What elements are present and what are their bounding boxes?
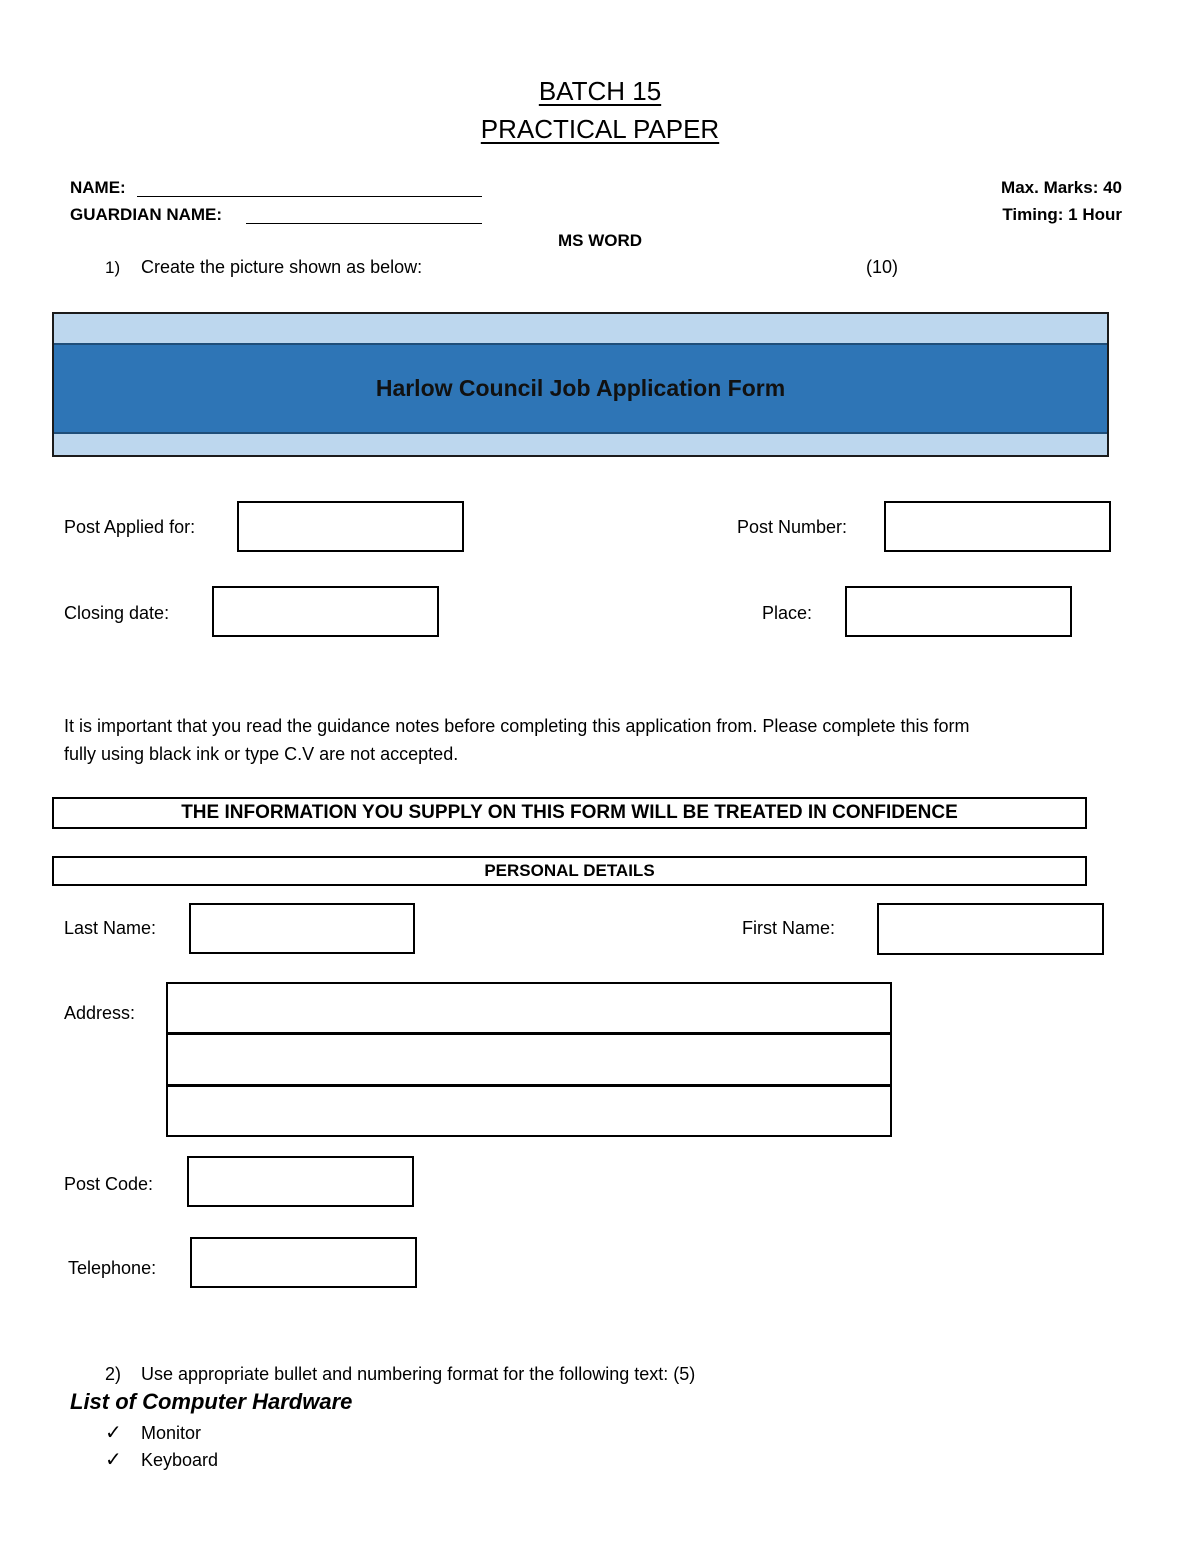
guidance-line-1: It is important that you read the guidance notes before completing this application from. Please complete this form	[64, 716, 970, 736]
last-name-label: Last Name:	[64, 918, 157, 938]
first-name-label: First Name:	[742, 918, 836, 938]
name-underline[interactable]	[137, 196, 482, 197]
q1-text: Create the picture shown as below:	[141, 257, 423, 277]
post-code-field[interactable]	[187, 1156, 414, 1207]
max-marks: Max. Marks: 40	[1001, 178, 1122, 197]
post-number-label: Post Number:	[737, 517, 848, 537]
guidance-line-2: fully using black ink or type C.V are not accepted.	[64, 744, 459, 764]
guardian-name-underline[interactable]	[246, 223, 482, 224]
timing: Timing: 1 Hour	[1002, 205, 1122, 224]
closing-date-label: Closing date:	[64, 603, 170, 623]
address-label: Address:	[64, 1003, 136, 1023]
post-applied-label: Post Applied for:	[64, 517, 196, 537]
first-name-field[interactable]	[877, 903, 1104, 955]
name-label: NAME:	[70, 178, 126, 197]
telephone-label: Telephone:	[68, 1258, 157, 1278]
post-code-label: Post Code:	[64, 1174, 154, 1194]
banner-title: Harlow Council Job Application Form	[54, 343, 1107, 434]
post-number-field[interactable]	[884, 501, 1111, 552]
place-field[interactable]	[845, 586, 1072, 637]
address-line-3-field[interactable]	[166, 1085, 892, 1137]
guardian-name-label: GUARDIAN NAME:	[70, 205, 223, 224]
form-banner	[52, 312, 1109, 457]
q1-number: 1)	[105, 258, 121, 277]
q2-number: 2)	[105, 1364, 122, 1384]
address-line-1-field[interactable]	[166, 982, 892, 1034]
paper-title: PRACTICAL PAPER	[480, 114, 720, 144]
telephone-field[interactable]	[190, 1237, 417, 1288]
personal-details-header: PERSONAL DETAILS	[52, 856, 1087, 886]
post-applied-field[interactable]	[237, 501, 464, 552]
address-line-2-field[interactable]	[166, 1033, 892, 1086]
subject-heading: MS WORD	[557, 231, 643, 250]
list-title: List of Computer Hardware	[70, 1389, 353, 1414]
confidence-notice: THE INFORMATION YOU SUPPLY ON THIS FORM WILL BE TREATED IN CONFIDENCE	[52, 797, 1087, 829]
closing-date-field[interactable]	[212, 586, 439, 637]
batch-title: BATCH 15	[538, 76, 662, 106]
checkmark-icon: ✓	[105, 1422, 122, 1444]
q2-text: Use appropriate bullet and numbering format for the following text: (5)	[141, 1364, 696, 1384]
list-item: Monitor	[141, 1423, 202, 1443]
q1-marks: (10)	[866, 257, 899, 277]
list-item: Keyboard	[141, 1450, 219, 1470]
checkmark-icon: ✓	[105, 1449, 122, 1471]
place-label: Place:	[762, 603, 813, 623]
last-name-field[interactable]	[189, 903, 415, 954]
